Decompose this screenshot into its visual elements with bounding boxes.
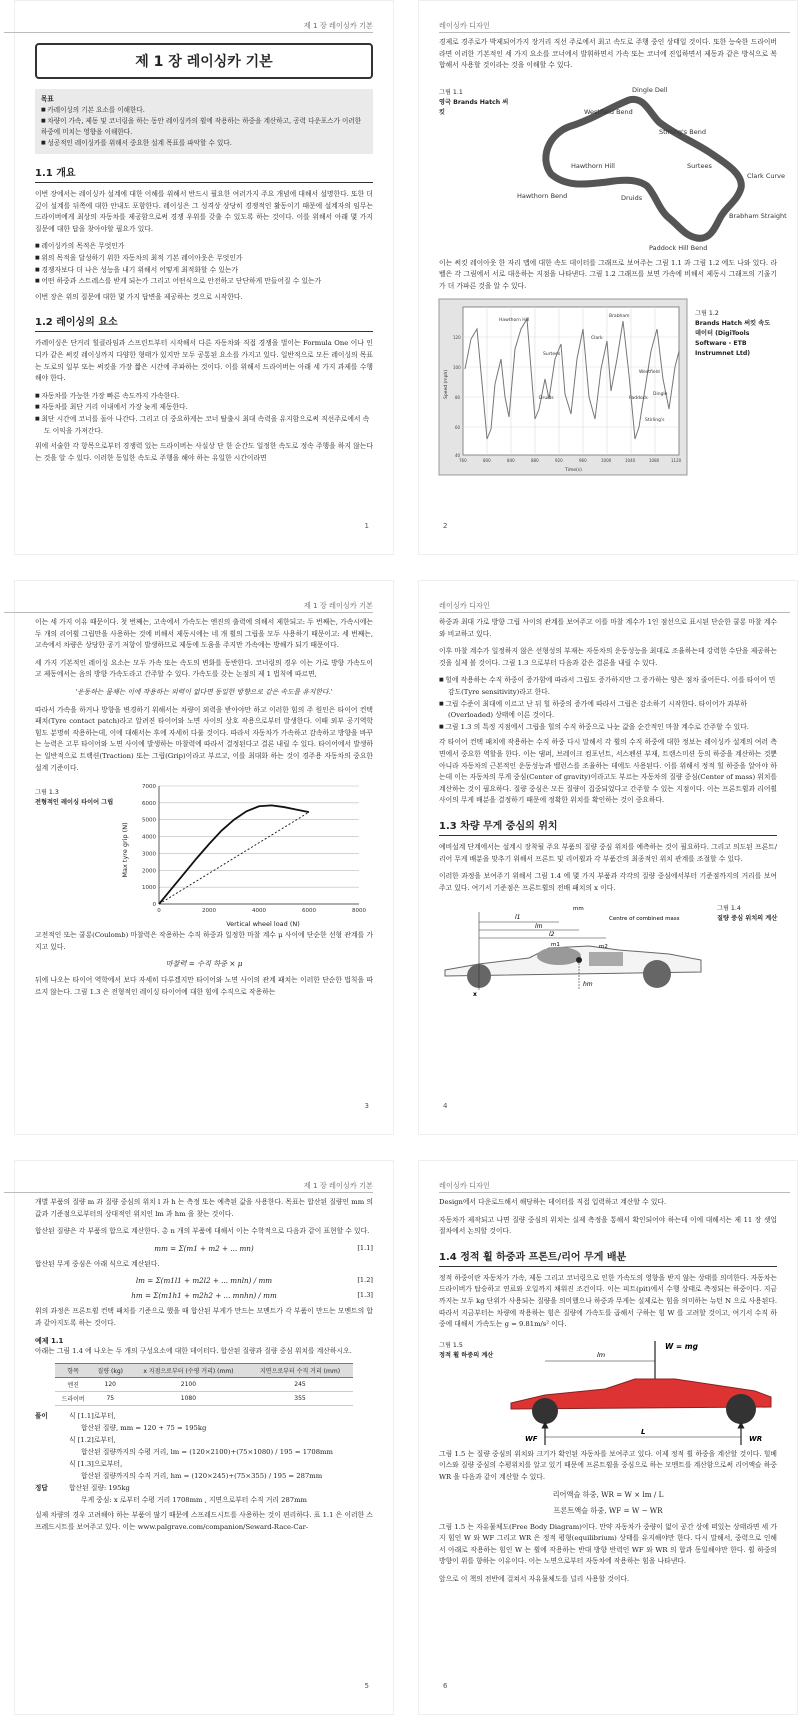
paragraph: 이번 장은 위의 질문에 대한 몇 가지 답변을 제공하는 것으로 시작한다. [35,292,243,301]
page-number: 6 [443,1682,448,1690]
dim-label: lm [597,1350,606,1359]
equation [35,1244,373,1253]
page-number: 1 [364,522,369,530]
track-label: Brabham Straight [729,211,787,220]
paragraph: Design에서 다운로드해서 해당하는 데이터를 직접 입력하고 계산할 수 있다. [439,1198,667,1206]
coulomb-line [159,812,309,904]
table-cell: 355 [247,1392,352,1406]
x-tick-label: 1120 [671,457,682,463]
list-item: ■ 어떤 하중과 스트레스를 받게 되는가 그리고 어떤식으로 안전하고 단단하게 만들어질 수 있는가 [35,276,373,288]
spread-1 [0,0,810,553]
page-number: 3 [364,1102,369,1110]
paragraph: 이는 세 가지 이유 때문이다. 첫 번째는, 고속에서 가속도는 엔진의 출력에 의해서 제한되고: 두 번째는, 가속시에는 두 개의 리어휠 그립만을 사용하는 것에 비해서 제동시에는 네 개 휠의 그립을 모두 사용하기 때문이고: 세 번째는, 고속에서 차량은 상당한 공기 저항이 발생하므로 제동에 도움을 주지만 가속에는 방해가 되기 때문이다. [35,618,373,650]
solution-label: 풀이 [35,1412,48,1421]
paragraph: 세 가지 기본적인 레이싱 요소는 모두 가속 또는 속도의 변화를 동반한다. 코너링의 경우 이는 가로 방향 가속도이고 제동에서는 음의 방향 가속도라고 간주할 수 있다. 가속도를 갖는 논점의 제 1 법칙에 따르면, [35,658,373,679]
x-tick-label: 1080 [649,457,660,463]
mass-label: Centre of combined mass [609,916,680,923]
paragraph: 카레이싱은 단거리 힐클라임과 스프린트부터 시작해서 다른 자동차와 직접 경쟁을 벌이는 Formula One 이나 인디카 같은 써킷 레이싱까지 다양한 형태가 있지만 모두 공통된 요소를 가지고 있다. 일반적으로 모든 레이싱의 목표는 도로의 일부 또는 써킷을 가장 짧은 시간에 주파하는 것이다. 이를 위해서 드라이버는 아래 세 가지 과제를 수행해야 한다. [35,339,373,383]
y-tick-label: 40 [455,452,461,458]
equation: 마찰력 = 수직 하중 × μ [165,959,243,969]
force-label: WF [525,1434,538,1443]
paragraph: 정적 하중이란 자동차가 가속, 제동 그리고 코너링으로 인한 가속도의 영향을 받지 않는 상태를 의미한다. 자동차는 드라이버가 탑승하고 연료와 오일까지 채워진 조건이다. 이는 피트(pit)에서 수행 상태로 측정되는 하중이다. 지금까지는 모두 kg 단위가 사용되는 질량을 의미했으나 하중과 무게는 실제로는 힘을 의미하는 뉴턴 N 으로 사용된다. 따라서 지금부터는 차량에 작용하는 힘은 질량에 가속도를 곱해서 구하는 힘 W 를 고려할 것이고, 여기서 수직 하중에 대해서 가속도는 g = 9.81m/s² 이다. [439,1273,777,1329]
solution-row [35,1410,373,1422]
running-header: 제 1 장 레이싱카 기본 [303,601,373,610]
table-row [55,1392,352,1406]
figure-number: 그림 1.5 [439,1341,463,1349]
section-heading: 1.1 개요 [35,164,373,183]
page-6 [418,1160,798,1715]
y-tick-label: 0 [152,902,156,909]
figure-number: 그림 1.2 [695,309,719,317]
figure-title: 질량 중심 위치의 계산 [717,915,778,923]
list-item: ■ 경쟁자보다 더 나은 성능을 내기 위해서 어떻게 최적화할 수 있는가 [35,265,373,277]
running-header: 제 1 장 레이싱카 기본 [303,21,373,30]
equation: 리어액슬 하중, WR = W × lm / L [552,1489,664,1499]
chart-tag: Dingle [653,391,668,397]
equation-number: [1.2] [357,1276,373,1285]
spread-2 [0,580,810,1133]
dim-label: lm [535,923,543,931]
y-tick-label: 120 [453,334,461,340]
list-item: ■ 자동차를 최단 거리 이내에서 가장 늦게 제동한다. [35,402,373,414]
static-load-diagram [505,1337,777,1449]
paragraph: 자동차가 제작되고 나면 질량 중심의 위치는 실제 측정을 통해서 확인되어야 하는데 이에 대해서는 제 11 장 셋업 절차에서 논의할 것이다. [439,1215,777,1236]
y-tick-label: 5000 [142,817,156,824]
figure-1-5 [439,1337,777,1449]
track-label: Surtees [687,161,712,170]
x-tick-label: 800 [483,457,491,463]
list-item: ■ 레이싱카의 목적은 무엇인가 [35,241,373,253]
running-header: 레이싱카 디자인 [439,601,490,610]
track-label: Dingle Dell [632,85,668,94]
equation-text: mm = Σ(m1 + m2 + ... mn) [154,1243,254,1253]
figure-number: 그림 1.1 [439,88,463,96]
solution-row [35,1422,373,1434]
weight-label: W = mg [665,1341,698,1351]
solution-row [35,1458,373,1470]
x-tick-label: 1000 [601,457,612,463]
x-tick-label: 2000 [202,908,216,915]
figure-1-3 [35,780,373,930]
figure-title: 정적 휠 하중의 계산 [439,1351,494,1359]
table-cell: 2100 [130,1378,248,1392]
mass-label: m1 [551,942,560,949]
list-item: ■ 그림 1.3 의 특정 지점에서 그립을 힐의 수직 하중으로 나눈 값을 순간적인 마찰 계수로 간주할 수 있다. [439,722,777,734]
paragraph: 예비설계 단계에서는 설계시 장착될 주요 부품의 질량 중심 위치를 예측하는 것이 필요하다. 그리고 의도된 프론트/리어 무게 배분을 맞추기 위해서 프론트 및 리어휠과 각 부품간의 최종적인 위치 관계를 조절할 수 있다. [439,842,777,863]
table-cell: 120 [91,1378,130,1392]
equation-number: [1.1] [357,1243,373,1252]
chart-tag: Stirling's [645,417,665,423]
chart-tag: Paddock [629,395,648,401]
y-tick-label: 60 [455,424,461,430]
running-header: 레이싱카 디자인 [439,21,490,30]
paragraph: 하중과 최대 가로 방향 그립 사이의 관계를 보여주고 이를 마찰 계수가 1인 점선으로 표시된 단순한 쿨롱 마찰 계수와 비교하고 있다. [439,618,777,638]
paragraph: 이번 장에서는 레이싱카 설계에 대한 이해를 위해서 반드시 필요한 여러가지 주요 개념에 대해서 설명한다. 또한 더 깊이 설계를 뒤쪽에 대한 안내도 포함한다. 레이싱은 그 성격상 상당히 경쟁적인 활동이기 때문에 설계자의 임무는 드라이버에게 최상의 자동차를 제공함으로써 경쟁 우위를 갖출 수 있도록 하는 것이다. 이를 위해서 아래 몇 가지 질문에 대한 답을 찾아야할 필요가 있다. [35,190,373,233]
answer-text: 무게 중심: x 로부터 수평 거리 1708mm , 지면으로부터 수직 거리 287mm [81,1496,307,1505]
track-label: Paddock Hill Bend [649,243,708,252]
x-tick-label: 760 [459,457,467,463]
table-cell: 엔진 [55,1378,91,1392]
paragraph: 각 타이어 컨택 패치에 작용하는 수직 하중 다시 말해서 각 휠의 수직 하중에 대한 정보는 레이싱카 설계의 여러 측면에서 중요한 역할을 한다. 이는 댐퍼, 브레이크 컴포넌트, 서스펜션 부재, 트랜스미션 등의 하중을 계산하는 것뿐 아니라 자동차의 근본적인 운동성능과 밸런스를 조율하는 데에도 사용된다. 이를 위해서 정적 힐 하중을 알아야 하는데 이는 자동차의 무게 중심(Center of gravity)이라고도 부르는 자동차의 질량 중심(Center of mass) 위치를 계산하는 것이 필요하다. 질량 중심은 모든 질량이 집중되었다고 간주할 수 있는 지점이다. 이는 프론트휠과 리어휠 사이의 무게 배분을 결정하기 때문에 정확한 위치를 확인하는 것이 중요하다. [439,738,777,805]
mass-label: m2 [599,944,608,951]
example-table [55,1363,352,1406]
track-label: Hawthorn Bend [517,191,568,200]
answer-row [35,1482,373,1494]
track-label: Stirling's Bend [659,127,706,136]
paragraph: 그림 1.5 는 질량 중심의 위치와 크기가 확인된 자동차를 보여주고 있다. 이제 정적 휠 하중을 계산할 것이다. 힐베이스와 질량 중심의 수평위치를 알고 있기 때문에 프론트휠을 중심으로 하는 모멘트를 계산함으로써 리어액슬 하중 WR 을 다음과 같이 계산할 수 있다. [439,1449,777,1481]
solution-text: 식 [1.1]로부터, [69,1412,116,1421]
figure-caption [35,788,115,808]
driver-mass [537,947,581,965]
front-wheel [532,1398,558,1424]
solution-text: 식 [1.3]으로부터, [69,1460,123,1469]
chapter-title: 제 1 장 레이싱카 기본 [35,43,373,79]
equation-text: hm = Σ(m1h1 + m2h2 + ... mnhn) / mm [131,1291,277,1301]
table-header: 지면으로부터 수직 거리 (mm) [247,1364,352,1378]
list-item: ■ 그립 수준이 최대에 이르고 난 뒤 힐 하중의 증가에 따라서 그립은 감소하기 시작한다. 타이어가 과부하(Overloaded) 상태에 이른 것이다. [439,699,777,722]
paragraph: 따라서 가속을 하거나 방향을 변경하기 위해서는 차량이 외력을 받아야만 하고 이러한 힘의 주 원인은 타이어 컨택 패치(Tyre contact patch)라고 알려진 타이어와 노면 사이의 상호 작용으로부터 발생한다. 이때 외부 공기역학 힘도 분명히 작용하는데, 이에 대해서는 후에 자세히 다룰 것이다. 따라서 자동차가 가속하고 감속하고 방향을 바꾸는 능력은 고무 타이어와 노면 사이에 발생하는 마찰력에 따라서 결정된다고 결론 내릴 수 있다. 타이어에서 발생하는 일반적으로 트랙션(Traction) 또는 그립(Grip)이라고 부르고, 이를 최대화 하는 것이 경주용 자동차의 중요한 설계 기준이다. [35,705,373,772]
paragraph: 합산된 무게 중심은 아래 식으로 계산된다. [35,1259,160,1268]
solution-row [35,1434,373,1446]
chart-ylabel: Speed (mph) [444,369,449,399]
section-heading: 1.2 레이싱의 요소 [35,313,373,332]
figure-title: 영국 Brands Hatch 써킷 [439,98,509,116]
page-2 [418,0,798,555]
paragraph: 위에 서술한 각 항목으로부터 경쟁력 있는 드라이버는 사실상 단 한 순간도 일정한 속도로 정속 주행을 하지 않는다는 것을 알 수 있다. 이러한 동일한 속도로 주행을 해야 하는 유일한 시간이라면 [35,442,373,462]
chart-tag: Brabham [609,313,630,319]
page-1 [14,0,394,555]
dim-label: l2 [549,931,555,939]
rear-wheel [643,960,671,988]
equation-number: [1.3] [357,1291,373,1300]
page-number: 5 [364,1682,369,1690]
table-row [55,1378,352,1392]
chart-tag: Clark [591,335,603,341]
page-4 [418,580,798,1135]
engine-mass [589,952,623,966]
running-header: 제 1 장 레이싱카 기본 [303,1181,373,1190]
figure-caption [439,1341,501,1361]
table-cell: 75 [91,1392,130,1406]
goal-item: ■ 카레이싱의 기본 요소를 이해한다. [41,105,367,116]
grip-curve [159,806,309,905]
paragraph: 위의 과정은 프론트휠 컨택 패치를 기준으로 했을 때 합산된 부게가 만드는 모멘트가 각 부품이 만드는 모멘트의 합과 같아지도록 하는 것이다. [35,1307,373,1327]
y-tick-label: 100 [453,364,461,370]
x-tick-label: 8000 [352,908,366,915]
table-header: 질량 (kg) [91,1364,130,1378]
y-tick-label: 4000 [142,834,156,841]
figure-caption [439,88,509,118]
x-tick-label: 840 [507,457,515,463]
dim-label: l1 [515,914,521,922]
x-tick-label: 4000 [252,908,266,915]
rear-wheel [726,1394,756,1424]
dim-label: x [473,991,477,999]
table-cell: 245 [247,1378,352,1392]
answer-text: 합산된 질량: 195kg [69,1484,130,1493]
page-number: 2 [443,522,448,530]
equation [35,1276,373,1285]
table-cell: 드라이버 [55,1392,91,1406]
y-tick-label: 7000 [142,784,156,791]
chart-xlabel: Vertical wheel load (N) [226,920,300,929]
paragraph: 이는 써킷 레이아웃 한 자리 맵에 대한 속도 데이터를 그래프로 보여주는 그림 1.1 과 그림 1.2 에도 나와 있다. 라벨은 각 그림에서 서로 대응하는 지점을 나타낸다. 그림 1.2 그래프를 보면 가속에 비해서 제동시 그래프의 기울기가 더 가파른 것을 알 수 있다. [439,258,777,290]
chart-xlabel: Time(s) [565,467,582,473]
page-number: 4 [443,1102,448,1110]
chart-tag: Druids [539,395,554,401]
quote: '운동하는 물체는 이에 작용하는 외력이 없다면 동일한 방향으로 같은 속도를 유지한다.' [75,687,333,696]
page-5 [14,1160,394,1715]
example-title: 예제 1.1 [35,1336,64,1345]
chart-ylabel: Max tyre grip (N) [121,822,129,878]
paragraph: 고전적인 또는 쿨롱(Coulomb) 마찰력은 작용하는 수직 하중과 일정한 마찰 계수 μ 사이에 단순한 선형 관계를 가지고 있다. [35,931,373,951]
mass-label: mm [573,906,584,913]
list-item: ■ 자동차를 가능한 가장 빠른 속도까지 가속한다. [35,391,373,403]
y-tick-label: 1000 [142,885,156,892]
figure-title: 전형적인 레이싱 타이어 그립 [35,799,114,807]
force-label: WR [749,1434,763,1443]
paragraph: 뒤에 나오는 타이어 역학에서 보다 자세히 다루겠지만 타이어와 노면 사이의 관계 패치는 이러한 단순한 법칙을 따르지 않는다. 그림 1.3 은 전형적인 레이싱 타이어에 대한 힘에 수직으로 작용하는 [35,976,373,996]
solution-row [35,1470,373,1482]
track-map [509,78,787,258]
track-label: Westfield Bend [584,107,633,116]
figure-title: Brands Hatch 써킷 속도 데이터 (DigiTools Software - ETB Instrumnet Ltd) [695,319,771,357]
table-cell: 1080 [130,1392,248,1406]
table-header: 항목 [55,1364,91,1378]
track-label: Clark Curve [747,171,786,180]
equation [35,1291,373,1300]
solution-text: 합산된 질량, mm = 120 + 75 = 195kg [81,1424,207,1433]
figure-1-4 [439,900,777,1000]
table-header: x 지점으로부터 (수평 거리) (mm) [130,1364,248,1378]
list-item: ■ 힐에 작용하는 수직 하중이 증가함에 따라서 그립도 증가하지만 그 증가하는 양은 점차 줄어든다. 이를 타이어 민감도(Tyre sensitivity)라고 한다. [439,675,777,698]
y-tick-label: 6000 [142,800,156,807]
dim-label: hm [583,981,593,989]
solution-row [35,1446,373,1458]
x-tick-label: 1040 [625,457,636,463]
paragraph: 앞으로 이 책의 전반에 걸쳐서 자유물체도를 널리 사용할 것이다. [439,1574,630,1583]
goal-item: ■ 성공적인 레이싱카를 위해서 중요한 설계 목표를 파악할 수 있다. [41,138,367,149]
figure-caption [695,309,777,359]
figure-1-1 [439,78,787,258]
paragraph: 이러한 과정을 보여주기 위해서 그림 1.4 에 몇 가지 부품과 각각의 질량 중심에서부터 기준점까지의 거리를 보여주고 있다. 여기서 기준점은 프론트휠의 전배 패치의 x 이다. [439,872,777,892]
goals-box [35,89,373,154]
section-heading: 1.4 정적 휠 하중과 프론트/리어 무게 배분 [439,1248,777,1267]
equation: 프론트액슬 하중, WF = W − WR [553,1505,663,1515]
chart-tag: Surtees [543,351,561,357]
paragraph: 합산된 질량은 각 부품의 합으로 계산한다. 총 n 개의 부품에 대해서 이는 수학적으로 다음과 같이 표현할 수 있다. [35,1227,370,1236]
chart-tag: Westfield [639,369,660,375]
track-label: Druids [621,193,643,202]
x-tick-label: 960 [579,457,587,463]
x-tick-label: 6000 [302,908,316,915]
paragraph: 아래는 그림 1.4 에 나오는 두 개의 구성요소에 대한 데이터다. 합산된 질량과 질량 중심 위치를 계산하시오. [35,1346,352,1355]
goals-heading: 목표 [41,95,54,103]
answer-row [35,1494,373,1506]
figure-1-2 [439,299,777,489]
answer-label: 정답 [35,1484,48,1493]
page-3 [14,580,394,1135]
x-tick-label: 880 [531,457,539,463]
y-tick-label: 2000 [142,868,156,875]
speed-chart [439,299,687,475]
paragraph: 실제 차량의 경우 고려해야 하는 부품이 많기 때문에 스프레드시트를 사용하는 것이 편리하다. 표 1.1 은 이러한 스프레드시트를 보여주고 있다. 이는 www.palgrave.com/companion/Seward-Race-Car- [35,1511,373,1531]
chart-tag: Hawthorn Hill [499,317,530,323]
goal-item: ■ 차량이 가속, 제동 및 코너링을 하는 동안 레이싱카의 휠에 작용하는 하중을 계산하고, 공력 다운포스가 이러한 하중에 미치는 영향을 이해한다. [41,116,367,138]
y-tick-label: 80 [455,394,461,400]
track-label: Hawthorn Hill [571,161,615,170]
paragraph: 개별 부품의 질량 m 과 질량 중심의 위치 l 과 h 는 측정 또는 예측된 값을 사용한다. 목표는 합산된 질량인 mm 의 값과 기준점으로부터의 상대적인 위치인 lm 과 hm 을 찾는 것이다. [35,1198,373,1218]
paragraph: 경제로 경주로가 박제되어가지 장거리 직선 주로에서 최고 속도로 주행 중인 상태일 것이다. 또한 능숙한 드라이버라면 이러한 기본적인 세 가지 요소를 코너에서 발휘하면서 가속 또는 코너에 진입하면서 제동과 같은 방식으로 복합해서 사용할 것이라는 것을 이해할 수 있다. [439,38,777,70]
figure-number: 그림 1.3 [35,789,59,797]
x-tick-label: 0 [157,908,161,915]
y-tick-label: 3000 [142,851,156,858]
figure-number: 그림 1.4 [717,905,741,913]
solution-text: 합산된 질량까지의 수평 거리, lm = (120×2100)+(75×1080) / 195 = 1708mm [81,1448,333,1457]
list-item: ■ 최단 시간에 코너를 돌아 나간다. 그리고 더 중요하게는 코너 탈출시 최대 속력을 유지함으로써 직선주로에서 속도 이익을 가져간다. [35,414,373,437]
figure-caption [717,904,779,924]
running-header: 레이싱카 디자인 [439,1181,490,1190]
spread-3 [0,1160,810,1713]
equation-text: lm = Σ(m1l1 + m2l2 + ... mnln) / mm [135,1276,273,1286]
list-item: ■ 위의 목적을 달성하기 위한 자동차의 최적 기본 레이아웃은 무엇인가 [35,253,373,265]
wheelbase-label: L [641,1427,646,1436]
paragraph: 그림 1.5 는 자유물체도(Free Body Diagram)이다. 만약 자동차가 중량이 없이 공간 상에 떠있는 상태라면 세 가지 힘인 W 와 WF 그리고 WR 은 정적 평형(equilibrium) 상태를 유지해야만 한다. 다시 말해서, 중력으로 인해서 아래로 작용하는 힘인 W 는 휠에 작용하는 반대 방향 반력인 WF 와 WR 의 합과 동일해야만 한다. 휠 하중의 방향이 위를 향하는 이유이다. 이는 노면으로부터 자동차에 작용하는 힘을 나타낸다. [439,1522,777,1566]
paragraph: 이후 마찰 계수가 일정하지 않은 선형성의 부재는 자동차의 운동성능을 최대로 조율하는데 강력한 수단을 제공하는 것을 실제 볼 것이다. 그림 1.3 으로부터 다음과 같은 결론을 내릴 수 있다. [439,647,777,667]
section-heading: 1.3 차량 무게 중심의 위치 [439,817,777,836]
solution-text: 합산된 질량까지의 수직 거리, hm = (120×245)+(75×355) / 195 = 287mm [81,1472,323,1481]
car-mass-diagram [439,900,709,1000]
x-tick-label: 920 [555,457,563,463]
grip-chart [117,780,373,930]
solution-text: 식 [1.2]로부터, [69,1436,116,1445]
